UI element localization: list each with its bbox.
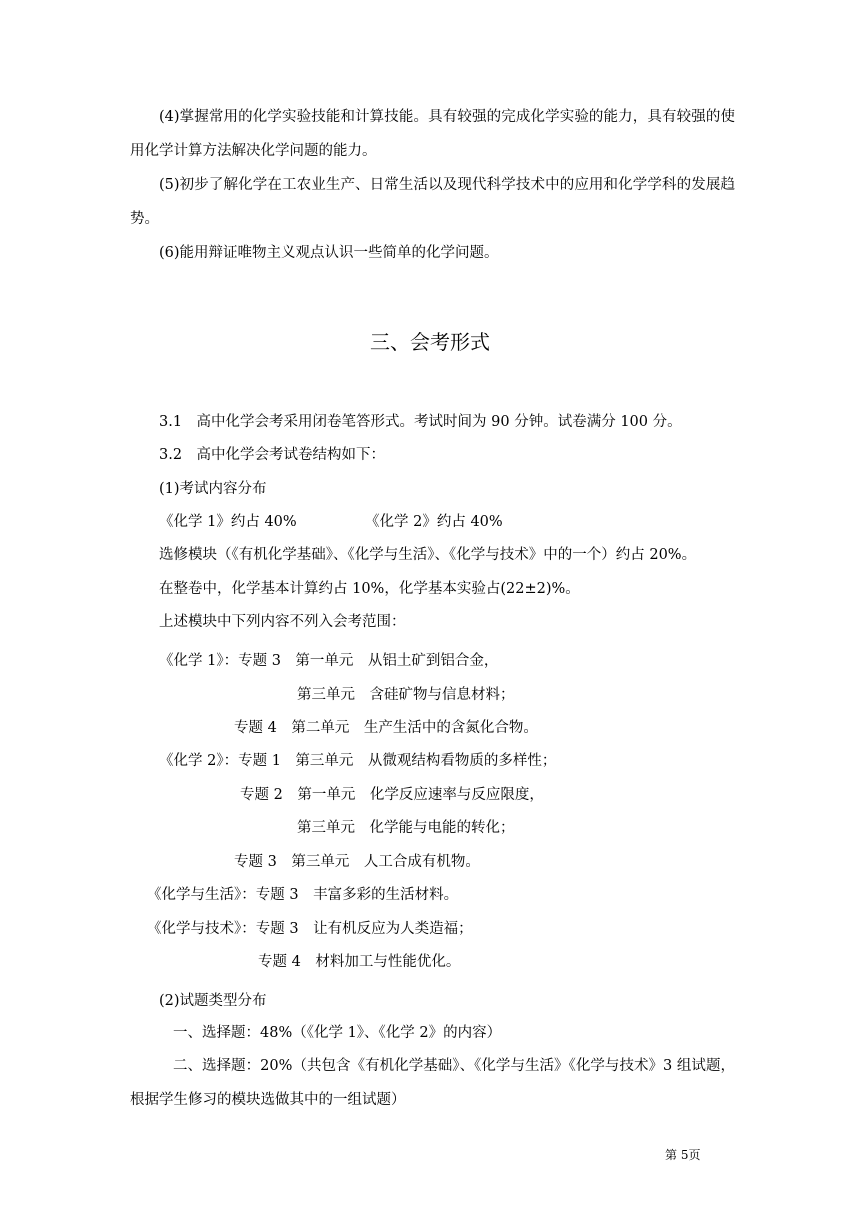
exclusion-item: 《化学与技术》：专题 3 让有机反应为人类造福； [147, 921, 473, 937]
exclusion-item: 专题 3 第三单元 人工合成有机物。 [234, 854, 480, 870]
elective-module-line: 选修模块（《有机化学基础》、《化学与生活》、《化学与技术》中的一个）约占 20%。 [159, 547, 697, 563]
exclusion-item: 《化学与生活》：专题 3 丰富多彩的生活材料。 [147, 887, 459, 903]
section-3-2: 3.2 高中化学会考试卷结构如下： [159, 447, 386, 463]
exclusion-intro: 上述模块中下列内容不列入会考范围： [159, 614, 406, 630]
section-heading: 三、会考形式 [370, 330, 490, 354]
page-number: 第 5页 [665, 1148, 701, 1162]
question-type-2: 二、选择题：20%（共包含《有机化学基础》、《化学与生活》《化学与技术》3 组试题，根据学生修习的模块选做其中的一组试题） [130, 1058, 735, 1108]
paragraph-objective-6: (6)能用辩证唯物主义观点认识一些简单的化学问题。 [159, 245, 499, 261]
whole-paper-line: 在整卷中，化学基本计算约占 10%，化学基本实验占(22±2)%。 [159, 581, 580, 597]
distribution-chem1: 《化学 1》约占 40% [159, 514, 297, 530]
exclusion-item: 专题 4 第二单元 生产生活中的含氮化合物。 [234, 720, 538, 736]
subheading-content-distribution: (1)考试内容分布 [159, 481, 267, 497]
distribution-chem2: 《化学 2》约占 40% [365, 514, 503, 530]
exclusion-item: 第三单元 化学能与电能的转化； [297, 820, 515, 836]
paragraph-objective-5: (5)初步了解化学在工农业生产、日常生活以及现代科学技术中的应用和化学学科的发展趋势。 [130, 177, 735, 227]
exclusion-item: 《化学 2》：专题 1 第三单元 从微观结构看物质的多样性； [159, 753, 557, 769]
question-type-1: 一、选择题：48%（《化学 1》、《化学 2》的内容） [173, 1025, 502, 1041]
exclusion-item: 专题 2 第一单元 化学反应速率与反应限度， [240, 787, 544, 803]
subheading-question-types: (2)试题类型分布 [159, 993, 267, 1009]
exclusion-item: 专题 4 材料加工与性能优化。 [258, 954, 461, 970]
paragraph-objective-4: (4)掌握常用的化学实验技能和计算技能。具有较强的完成化学实验的能力，具有较强的使用化学计算方法解决化学问题的能力。 [130, 109, 735, 159]
section-3-1: 3.1 高中化学会考采用闭卷笔答形式。考试时间为 90 分钟。试卷满分 100 分。 [159, 414, 682, 430]
exclusion-item: 第三单元 含硅矿物与信息材料； [297, 687, 515, 703]
exclusion-item: 《化学 1》：专题 3 第一单元 从铝土矿到铝合金， [159, 653, 499, 669]
